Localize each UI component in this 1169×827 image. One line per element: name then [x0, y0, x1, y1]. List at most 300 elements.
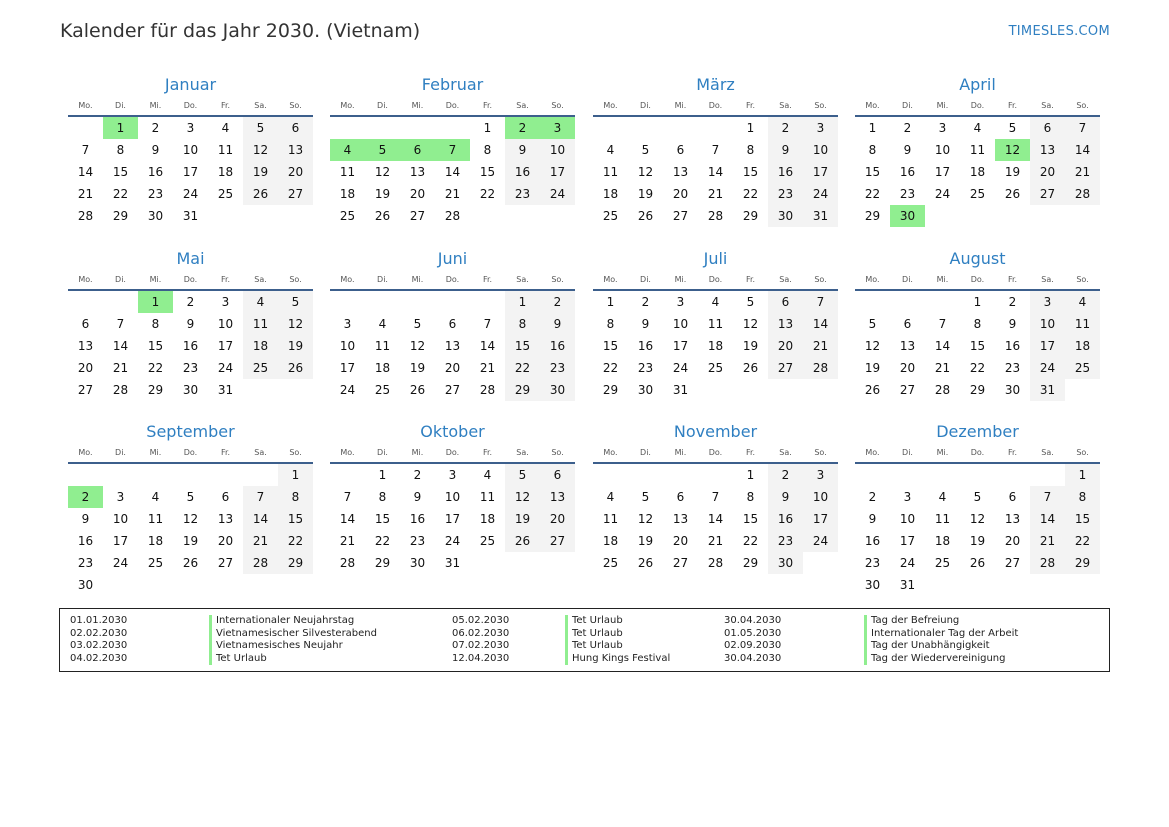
day-cell[interactable]: 23 [77, 556, 94, 570]
day-cell[interactable]: 18 [934, 534, 951, 548]
day-cell[interactable]: 24 [1030, 357, 1065, 379]
day-cell[interactable]: 28 [707, 209, 724, 223]
day-cell[interactable]: 12 [505, 486, 540, 508]
day-cell[interactable]: 17 [1030, 335, 1065, 357]
day-cell[interactable]: 20 [1004, 534, 1021, 548]
day-cell[interactable]: 13 [1030, 139, 1065, 161]
day-cell[interactable]: 22 [742, 534, 759, 548]
day-cell[interactable]: 21 [479, 361, 496, 375]
day-cell[interactable]: 28 [934, 383, 951, 397]
day-cell[interactable]: 11 [1065, 313, 1100, 335]
day-cell[interactable]: 5 [641, 490, 650, 504]
day-cell[interactable]: 16 [409, 512, 426, 526]
day-cell[interactable]: 1 [278, 464, 313, 486]
day-cell[interactable]: 31 [899, 578, 916, 592]
day-cell[interactable]: 25 [707, 361, 724, 375]
day-cell[interactable]: 5 [365, 139, 400, 161]
day-cell[interactable]: 1 [483, 121, 492, 135]
day-cell[interactable]: 21 [707, 187, 724, 201]
day-cell[interactable]: 12 [864, 339, 881, 353]
day-cell[interactable]: 29 [969, 383, 986, 397]
day-cell[interactable]: 1 [138, 291, 173, 313]
day-cell[interactable]: 28 [1065, 183, 1100, 205]
day-cell[interactable]: 13 [1004, 512, 1021, 526]
day-cell[interactable]: 22 [742, 187, 759, 201]
day-cell[interactable]: 9 [151, 143, 160, 157]
day-cell[interactable]: 2 [903, 121, 912, 135]
day-cell[interactable]: 29 [864, 209, 881, 223]
day-cell[interactable]: 21 [1065, 161, 1100, 183]
day-cell[interactable]: 19 [182, 534, 199, 548]
day-cell[interactable]: 19 [864, 361, 881, 375]
day-cell[interactable]: 25 [339, 209, 356, 223]
day-cell[interactable]: 6 [221, 490, 230, 504]
day-cell[interactable]: 25 [147, 556, 164, 570]
day-cell[interactable]: 7 [1030, 486, 1065, 508]
day-cell[interactable]: 19 [278, 335, 313, 357]
day-cell[interactable]: 15 [505, 335, 540, 357]
day-cell[interactable]: 15 [112, 165, 129, 179]
day-cell[interactable]: 31 [803, 205, 838, 227]
day-cell[interactable]: 18 [1065, 335, 1100, 357]
day-cell[interactable]: 15 [278, 508, 313, 530]
day-cell[interactable]: 11 [602, 165, 619, 179]
day-cell[interactable]: 2 [540, 291, 575, 313]
day-cell[interactable]: 14 [934, 339, 951, 353]
day-cell[interactable]: 1 [973, 295, 982, 309]
day-cell[interactable]: 1 [378, 468, 387, 482]
day-cell[interactable]: 14 [479, 339, 496, 353]
day-cell[interactable]: 26 [1004, 187, 1021, 201]
day-cell[interactable]: 17 [672, 339, 689, 353]
day-cell[interactable]: 28 [77, 209, 94, 223]
day-cell[interactable]: 10 [540, 139, 575, 161]
day-cell[interactable]: 13 [278, 139, 313, 161]
day-cell[interactable]: 17 [899, 534, 916, 548]
day-cell[interactable]: 15 [147, 339, 164, 353]
day-cell[interactable]: 16 [77, 534, 94, 548]
day-cell[interactable]: 3 [540, 117, 575, 139]
day-cell[interactable]: 29 [112, 209, 129, 223]
day-cell[interactable]: 18 [969, 165, 986, 179]
day-cell[interactable]: 12 [969, 512, 986, 526]
day-cell[interactable]: 10 [934, 143, 951, 157]
day-cell[interactable]: 3 [1030, 291, 1065, 313]
day-cell[interactable]: 19 [409, 361, 426, 375]
day-cell[interactable]: 26 [182, 556, 199, 570]
day-cell[interactable]: 15 [602, 339, 619, 353]
day-cell[interactable]: 8 [746, 490, 755, 504]
day-cell[interactable]: 26 [409, 383, 426, 397]
day-cell[interactable]: 20 [278, 161, 313, 183]
day-cell[interactable]: 2 [868, 490, 877, 504]
day-cell[interactable]: 2 [641, 295, 650, 309]
day-cell[interactable]: 20 [899, 361, 916, 375]
day-cell[interactable]: 28 [243, 552, 278, 574]
day-cell[interactable]: 20 [409, 187, 426, 201]
day-cell[interactable]: 28 [479, 383, 496, 397]
day-cell[interactable]: 10 [899, 512, 916, 526]
day-cell[interactable]: 6 [676, 143, 685, 157]
day-cell[interactable]: 3 [803, 464, 838, 486]
day-cell[interactable]: 10 [217, 317, 234, 331]
day-cell[interactable]: 24 [899, 556, 916, 570]
day-cell[interactable]: 21 [444, 187, 461, 201]
day-cell[interactable]: 17 [112, 534, 129, 548]
day-cell[interactable]: 2 [768, 464, 803, 486]
day-cell[interactable]: 5 [746, 295, 755, 309]
day-cell[interactable]: 16 [768, 508, 803, 530]
day-cell[interactable]: 7 [81, 143, 90, 157]
day-cell[interactable]: 28 [803, 357, 838, 379]
day-cell[interactable]: 3 [186, 121, 195, 135]
day-cell[interactable]: 8 [746, 143, 755, 157]
day-cell[interactable]: 20 [77, 361, 94, 375]
day-cell[interactable]: 27 [899, 383, 916, 397]
day-cell[interactable]: 4 [243, 291, 278, 313]
day-cell[interactable]: 21 [934, 361, 951, 375]
day-cell[interactable]: 7 [435, 139, 470, 161]
day-cell[interactable]: 13 [899, 339, 916, 353]
day-cell[interactable]: 7 [803, 291, 838, 313]
day-cell[interactable]: 26 [243, 183, 278, 205]
day-cell[interactable]: 25 [374, 383, 391, 397]
day-cell[interactable]: 27 [1004, 556, 1021, 570]
day-cell[interactable]: 12 [374, 165, 391, 179]
day-cell[interactable]: 18 [147, 534, 164, 548]
day-cell[interactable]: 13 [672, 512, 689, 526]
day-cell[interactable]: 3 [116, 490, 125, 504]
day-cell[interactable]: 10 [803, 486, 838, 508]
day-cell[interactable]: 1 [868, 121, 877, 135]
day-cell[interactable]: 15 [742, 512, 759, 526]
day-cell[interactable]: 3 [221, 295, 230, 309]
day-cell[interactable]: 14 [339, 512, 356, 526]
day-cell[interactable]: 27 [768, 357, 803, 379]
day-cell[interactable]: 24 [540, 183, 575, 205]
day-cell[interactable]: 4 [221, 121, 230, 135]
day-cell[interactable]: 9 [186, 317, 195, 331]
day-cell[interactable]: 1 [746, 468, 755, 482]
day-cell[interactable]: 12 [637, 512, 654, 526]
day-cell[interactable]: 18 [707, 339, 724, 353]
day-cell[interactable]: 2 [151, 121, 160, 135]
day-cell[interactable]: 7 [243, 486, 278, 508]
day-cell[interactable]: 8 [973, 317, 982, 331]
day-cell[interactable]: 19 [243, 161, 278, 183]
day-cell[interactable]: 4 [1065, 291, 1100, 313]
day-cell[interactable]: 11 [374, 339, 391, 353]
day-cell[interactable]: 28 [1030, 552, 1065, 574]
day-cell[interactable]: 26 [374, 209, 391, 223]
day-cell[interactable]: 20 [444, 361, 461, 375]
day-cell[interactable]: 4 [938, 490, 947, 504]
day-cell[interactable]: 6 [540, 464, 575, 486]
day-cell[interactable]: 27 [1030, 183, 1065, 205]
day-cell[interactable]: 5 [278, 291, 313, 313]
day-cell[interactable]: 14 [243, 508, 278, 530]
day-cell[interactable]: 19 [374, 187, 391, 201]
day-cell[interactable]: 21 [243, 530, 278, 552]
day-cell[interactable]: 16 [540, 335, 575, 357]
day-cell[interactable]: 25 [602, 209, 619, 223]
day-cell[interactable]: 28 [444, 209, 461, 223]
day-cell[interactable]: 5 [413, 317, 422, 331]
day-cell[interactable]: 14 [707, 165, 724, 179]
day-cell[interactable]: 6 [448, 317, 457, 331]
day-cell[interactable]: 24 [934, 187, 951, 201]
day-cell[interactable]: 4 [973, 121, 982, 135]
day-cell[interactable]: 11 [707, 317, 724, 331]
day-cell[interactable]: 25 [479, 534, 496, 548]
day-cell[interactable]: 8 [483, 143, 492, 157]
day-cell[interactable]: 21 [707, 534, 724, 548]
day-cell[interactable]: 27 [217, 556, 234, 570]
day-cell[interactable]: 12 [742, 317, 759, 331]
day-cell[interactable]: 21 [77, 187, 94, 201]
day-cell[interactable]: 29 [742, 209, 759, 223]
day-cell[interactable]: 23 [409, 534, 426, 548]
day-cell[interactable]: 11 [217, 143, 234, 157]
day-cell[interactable]: 14 [1030, 508, 1065, 530]
day-cell[interactable]: 3 [676, 295, 685, 309]
day-cell[interactable]: 29 [147, 383, 164, 397]
day-cell[interactable]: 2 [186, 295, 195, 309]
day-cell[interactable]: 22 [278, 530, 313, 552]
day-cell[interactable]: 18 [479, 512, 496, 526]
day-cell[interactable]: 10 [672, 317, 689, 331]
day-cell[interactable]: 14 [707, 512, 724, 526]
day-cell[interactable]: 20 [540, 508, 575, 530]
day-cell[interactable]: 15 [864, 165, 881, 179]
day-cell[interactable]: 15 [479, 165, 496, 179]
day-cell[interactable]: 30 [77, 578, 94, 592]
day-cell[interactable]: 18 [374, 361, 391, 375]
day-cell[interactable]: 17 [934, 165, 951, 179]
day-cell[interactable]: 11 [479, 490, 496, 504]
day-cell[interactable]: 11 [602, 512, 619, 526]
day-cell[interactable]: 10 [1030, 313, 1065, 335]
day-cell[interactable]: 9 [768, 139, 803, 161]
day-cell[interactable]: 14 [803, 313, 838, 335]
day-cell[interactable]: 1 [505, 291, 540, 313]
day-cell[interactable]: 12 [637, 165, 654, 179]
day-cell[interactable]: 7 [711, 143, 720, 157]
day-cell[interactable]: 11 [934, 512, 951, 526]
day-cell[interactable]: 26 [505, 530, 540, 552]
day-cell[interactable]: 26 [278, 357, 313, 379]
day-cell[interactable]: 5 [505, 464, 540, 486]
day-cell[interactable]: 16 [505, 161, 540, 183]
day-cell[interactable]: 24 [803, 530, 838, 552]
day-cell[interactable]: 8 [378, 490, 387, 504]
day-cell[interactable]: 21 [112, 361, 129, 375]
day-cell[interactable]: 5 [186, 490, 195, 504]
day-cell[interactable]: 30 [890, 205, 925, 227]
day-cell[interactable]: 28 [112, 383, 129, 397]
day-cell[interactable]: 23 [182, 361, 199, 375]
day-cell[interactable]: 12 [409, 339, 426, 353]
day-cell[interactable]: 19 [505, 508, 540, 530]
day-cell[interactable]: 22 [147, 361, 164, 375]
day-cell[interactable]: 10 [112, 512, 129, 526]
day-cell[interactable]: 10 [339, 339, 356, 353]
day-cell[interactable]: 23 [899, 187, 916, 201]
day-cell[interactable]: 25 [602, 556, 619, 570]
day-cell[interactable]: 15 [742, 165, 759, 179]
day-cell[interactable]: 29 [602, 383, 619, 397]
day-cell[interactable]: 8 [1065, 486, 1100, 508]
day-cell[interactable]: 16 [147, 165, 164, 179]
day-cell[interactable]: 4 [711, 295, 720, 309]
day-cell[interactable]: 30 [864, 578, 881, 592]
day-cell[interactable]: 26 [637, 209, 654, 223]
day-cell[interactable]: 22 [479, 187, 496, 201]
day-cell[interactable]: 19 [969, 534, 986, 548]
day-cell[interactable]: 2 [68, 486, 103, 508]
day-cell[interactable]: 13 [444, 339, 461, 353]
day-cell[interactable]: 24 [803, 183, 838, 205]
day-cell[interactable]: 30 [768, 552, 803, 574]
day-cell[interactable]: 17 [182, 165, 199, 179]
day-cell[interactable]: 24 [444, 534, 461, 548]
day-cell[interactable]: 9 [903, 143, 912, 157]
day-cell[interactable]: 6 [768, 291, 803, 313]
day-cell[interactable]: 9 [413, 490, 422, 504]
day-cell[interactable]: 5 [243, 117, 278, 139]
day-cell[interactable]: 16 [864, 534, 881, 548]
day-cell[interactable]: 31 [444, 556, 461, 570]
day-cell[interactable]: 22 [864, 187, 881, 201]
day-cell[interactable]: 27 [409, 209, 426, 223]
day-cell[interactable]: 1 [1065, 464, 1100, 486]
day-cell[interactable]: 24 [217, 361, 234, 375]
day-cell[interactable]: 13 [217, 512, 234, 526]
day-cell[interactable]: 19 [637, 187, 654, 201]
day-cell[interactable]: 18 [602, 534, 619, 548]
day-cell[interactable]: 6 [400, 139, 435, 161]
day-cell[interactable]: 6 [1030, 117, 1065, 139]
day-cell[interactable]: 14 [112, 339, 129, 353]
day-cell[interactable]: 11 [147, 512, 164, 526]
day-cell[interactable]: 8 [505, 313, 540, 335]
day-cell[interactable]: 26 [969, 556, 986, 570]
day-cell[interactable]: 30 [1004, 383, 1021, 397]
day-cell[interactable]: 21 [1030, 530, 1065, 552]
day-cell[interactable]: 7 [343, 490, 352, 504]
day-cell[interactable]: 23 [505, 183, 540, 205]
day-cell[interactable]: 23 [637, 361, 654, 375]
day-cell[interactable]: 30 [147, 209, 164, 223]
day-cell[interactable]: 16 [899, 165, 916, 179]
day-cell[interactable]: 7 [711, 490, 720, 504]
day-cell[interactable]: 1 [103, 117, 138, 139]
day-cell[interactable]: 17 [803, 161, 838, 183]
day-cell[interactable]: 19 [1004, 165, 1021, 179]
day-cell[interactable]: 12 [243, 139, 278, 161]
day-cell[interactable]: 16 [1004, 339, 1021, 353]
day-cell[interactable]: 16 [768, 161, 803, 183]
day-cell[interactable]: 9 [540, 313, 575, 335]
day-cell[interactable]: 31 [1030, 379, 1065, 401]
day-cell[interactable]: 3 [448, 468, 457, 482]
day-cell[interactable]: 15 [1065, 508, 1100, 530]
day-cell[interactable]: 1 [606, 295, 615, 309]
day-cell[interactable]: 1 [746, 121, 755, 135]
day-cell[interactable]: 27 [672, 556, 689, 570]
day-cell[interactable]: 17 [444, 512, 461, 526]
day-cell[interactable]: 29 [1065, 552, 1100, 574]
day-cell[interactable]: 18 [339, 187, 356, 201]
day-cell[interactable]: 25 [934, 556, 951, 570]
day-cell[interactable]: 16 [637, 339, 654, 353]
day-cell[interactable]: 10 [803, 139, 838, 161]
day-cell[interactable]: 4 [151, 490, 160, 504]
day-cell[interactable]: 4 [378, 317, 387, 331]
day-cell[interactable]: 7 [483, 317, 492, 331]
day-cell[interactable]: 18 [217, 165, 234, 179]
day-cell[interactable]: 5 [868, 317, 877, 331]
day-cell[interactable]: 24 [339, 383, 356, 397]
day-cell[interactable]: 30 [540, 379, 575, 401]
day-cell[interactable]: 29 [505, 379, 540, 401]
day-cell[interactable]: 14 [444, 165, 461, 179]
day-cell[interactable]: 5 [641, 143, 650, 157]
day-cell[interactable]: 8 [278, 486, 313, 508]
day-cell[interactable]: 24 [182, 187, 199, 201]
day-cell[interactable]: 12 [995, 139, 1030, 161]
day-cell[interactable]: 18 [602, 187, 619, 201]
day-cell[interactable]: 7 [1065, 117, 1100, 139]
day-cell[interactable]: 7 [116, 317, 125, 331]
day-cell[interactable]: 30 [182, 383, 199, 397]
day-cell[interactable]: 15 [374, 512, 391, 526]
day-cell[interactable]: 7 [938, 317, 947, 331]
day-cell[interactable]: 29 [278, 552, 313, 574]
day-cell[interactable]: 14 [77, 165, 94, 179]
day-cell[interactable]: 22 [112, 187, 129, 201]
day-cell[interactable]: 17 [803, 508, 838, 530]
day-cell[interactable]: 20 [672, 187, 689, 201]
day-cell[interactable]: 25 [1065, 357, 1100, 379]
day-cell[interactable]: 3 [803, 117, 838, 139]
day-cell[interactable]: 30 [637, 383, 654, 397]
day-cell[interactable]: 8 [868, 143, 877, 157]
day-cell[interactable]: 10 [182, 143, 199, 157]
day-cell[interactable]: 2 [768, 117, 803, 139]
day-cell[interactable]: 25 [217, 187, 234, 201]
day-cell[interactable]: 10 [444, 490, 461, 504]
day-cell[interactable]: 13 [540, 486, 575, 508]
day-cell[interactable]: 16 [182, 339, 199, 353]
day-cell[interactable]: 27 [77, 383, 94, 397]
day-cell[interactable]: 21 [803, 335, 838, 357]
day-cell[interactable]: 4 [606, 490, 615, 504]
day-cell[interactable]: 6 [81, 317, 90, 331]
day-cell[interactable]: 11 [243, 313, 278, 335]
day-cell[interactable]: 17 [217, 339, 234, 353]
day-cell[interactable]: 26 [864, 383, 881, 397]
day-cell[interactable]: 21 [339, 534, 356, 548]
day-cell[interactable]: 5 [973, 490, 982, 504]
day-cell[interactable]: 18 [243, 335, 278, 357]
day-cell[interactable]: 9 [505, 139, 540, 161]
day-cell[interactable]: 27 [444, 383, 461, 397]
day-cell[interactable]: 27 [540, 530, 575, 552]
day-cell[interactable]: 6 [676, 490, 685, 504]
day-cell[interactable]: 13 [768, 313, 803, 335]
day-cell[interactable]: 2 [505, 117, 540, 139]
